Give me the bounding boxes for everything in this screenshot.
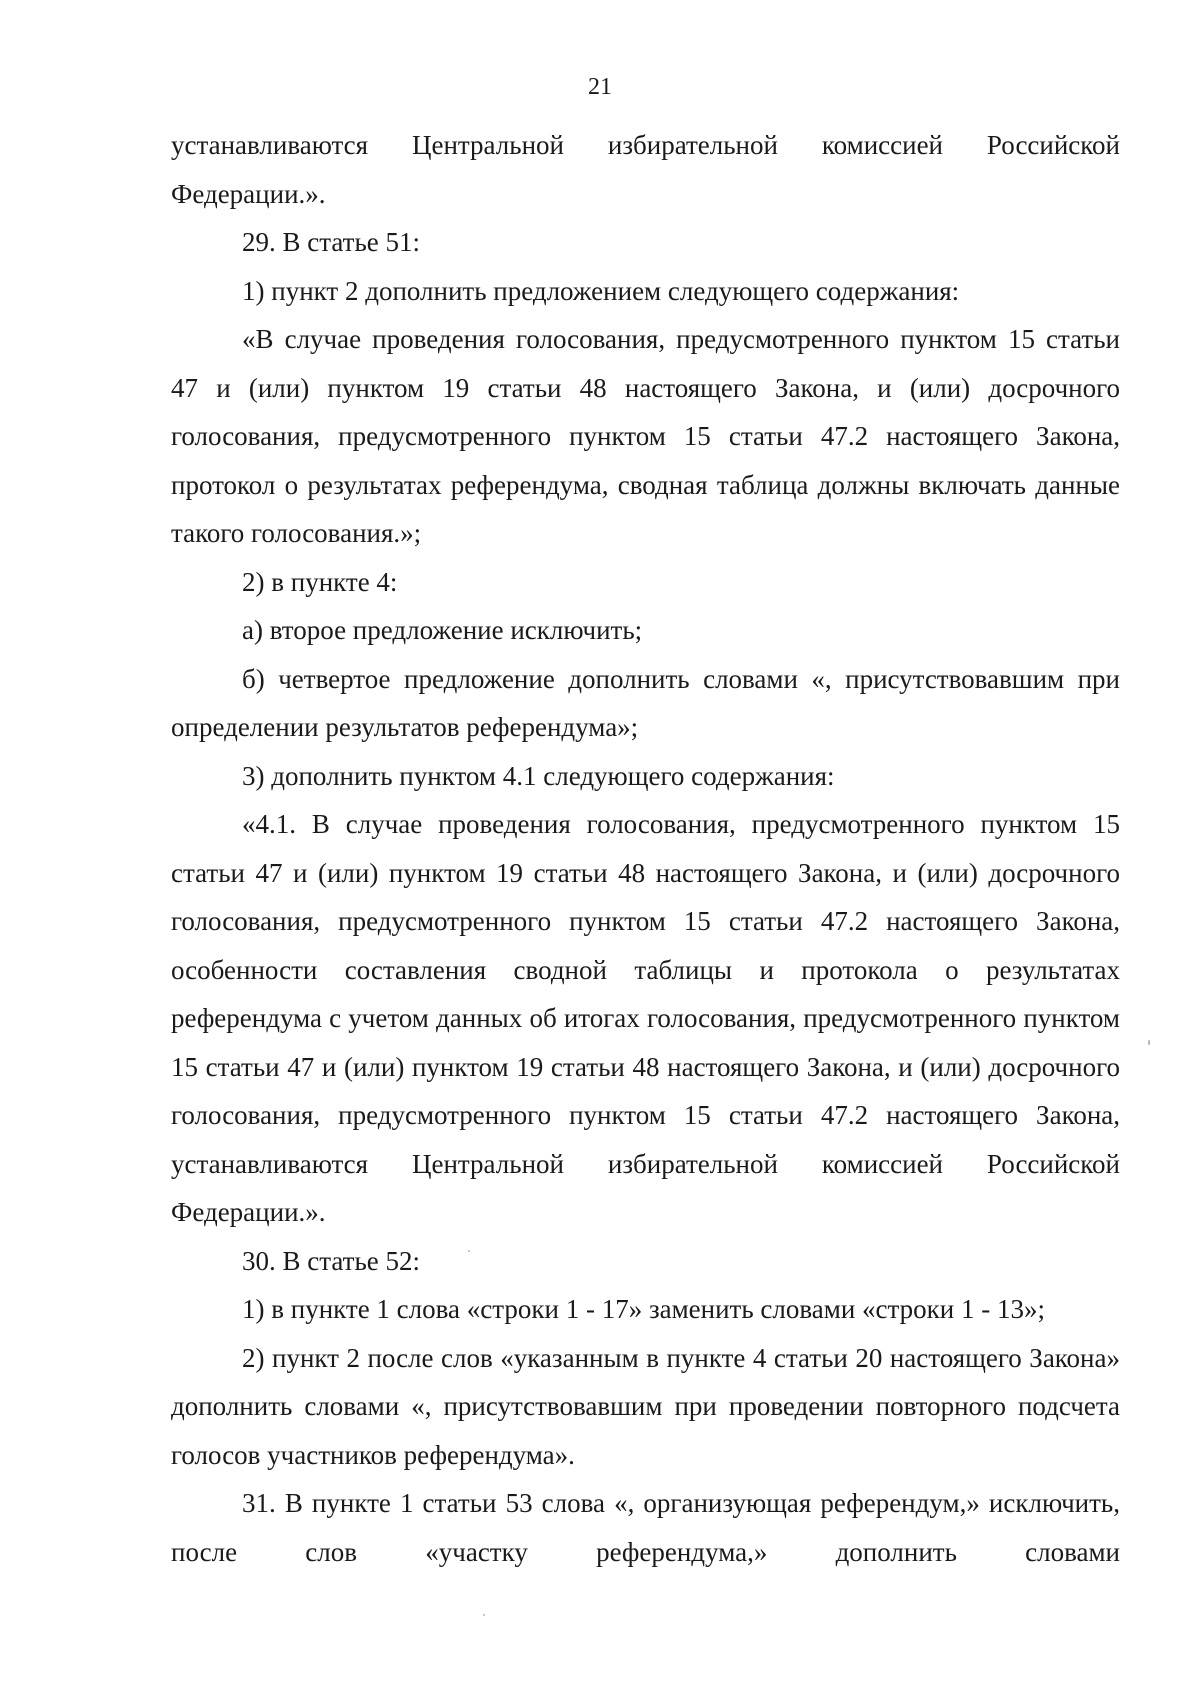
paragraph-subitem: 1) в пункте 1 слова «строки 1 - 17» заменить словами «строки 1 - 13»; bbox=[242, 1294, 1045, 1324]
scan-speck bbox=[483, 1614, 485, 1616]
paragraph-item-31: 31. В пункте 1 статьи 53 слова «, организующая референдум,» исключить, после слов «участку референдума,» дополнить словами bbox=[171, 1488, 1120, 1567]
page-number: 21 bbox=[588, 74, 612, 100]
paragraph-item-30: 30. В статье 52: bbox=[242, 1245, 421, 1276]
paragraph-quote: «4.1. В случае проведения голосования, предусмотренного пунктом 15 статьи 47 и (или) пунктом 19 статьи 48 настоящего Закона, и (или) досрочного голосования, предусмотренного пунктом 15 статьи 47.2 настоящего Закона, особенности составления сводной таблицы и протокола о результатах референдума с учетом данных об итогах голосования, предусмотренного пунктом 15 статьи 47 и (или) пунктом 19 статьи 48 настоящего Закона, и (или) досрочного голосования, предусмотренного пунктом 15 статьи 47.2 настоящего Закона, устанавливаются Центральной избирательной комиссией Российской Федерации.». bbox=[171, 809, 1120, 1227]
paragraph-subitem: 2) в пункте 4: bbox=[242, 566, 398, 597]
document-body bbox=[171, 121, 1120, 1576]
paragraph-subitem: 3) дополнить пунктом 4.1 следующего содержания: bbox=[242, 760, 835, 791]
paragraph-subitem: 1) пункт 2 дополнить предложением следующего содержания: bbox=[242, 275, 960, 306]
paragraph-continuation: устанавливаются Центральной избирательной комиссией Российской Федерации.». bbox=[171, 130, 1120, 209]
paragraph-quote: «В случае проведения голосования, предусмотренного пунктом 15 статьи 47 и (или) пунктом 19 статьи 48 настоящего Закона, и (или) досрочного голосования, предусмотренного пунктом 15 статьи 47.2 настоящего Закона, протокол о результатах референдума, сводная таблица должны включать данные такого голосования.»; bbox=[171, 324, 1120, 548]
scan-speck bbox=[468, 1250, 470, 1252]
paragraph-subitem: а) второе предложение исключить; bbox=[242, 615, 643, 645]
scan-speck bbox=[1148, 1040, 1150, 1045]
paragraph-subitem: б) четвертое предложение дополнить словами «, присутствовавшим при определении результатов референдума»; bbox=[171, 663, 1120, 742]
paragraph-item-29: 29. В статье 51: bbox=[242, 227, 421, 257]
paragraph-subitem: 2) пункт 2 после слов «указанным в пункте 4 статьи 20 настоящего Закона» дополнить словами «, присутствовавшим при проведении повторного подсчета голосов участников референдума». bbox=[171, 1342, 1120, 1470]
